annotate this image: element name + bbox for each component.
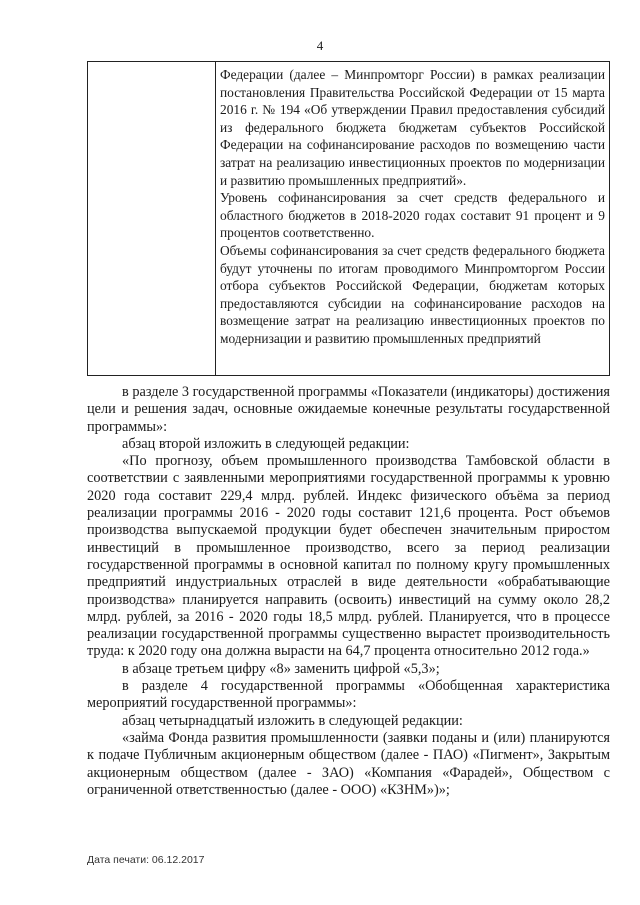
body-paragraph: в разделе 4 государственной программы «Обобщенная характеристика мероприятий государственной программы»: xyxy=(87,678,610,712)
body-paragraph: абзац второй изложить в следующей редакции: xyxy=(122,435,410,452)
body-paragraph: «займа Фонда развития промышленности (заявки поданы и (или) планируются к подаче Публичным акционерным обществом (далее - ПАО) «Пигмент», Закрытым акционерным обществом (далее - ЗАО) «Компания «Фарадей», Обществом с ограниченной ответственностью (далее - ООО) «КЗНМ»)»; xyxy=(87,729,610,798)
table-paragraph: Уровень софинансирования за счет средств федерального и областного бюджетов в 2018-2020 годах составит 91 процент и 9 процентов соответственно. xyxy=(220,190,605,241)
page-number: 4 xyxy=(316,38,324,53)
table-cell-text xyxy=(220,66,605,348)
body-paragraph: абзац четырнадцатый изложить в следующей редакции: xyxy=(122,712,463,729)
body-paragraph: в абзаце третьем цифру «8» заменить цифрой «5,3»; xyxy=(122,660,440,677)
body-paragraph: «По прогнозу, объем промышленного производства Тамбовской области в соответствии с заявленными мероприятиями государственной программы к уровню 2020 года составит 229,4 млрд. рублей. Индекс физического объёма за период реализации программы 2016 - 2020 годы составит 121,6 процента. Рост объемов производства выпускаемой продукции будет обеспечен значительным приростом инвестиций в промышленное производство, всего за период реализации государственной программы в основной капитал по полному кругу промышленных предприятий индустриальных отраслей в виде деятельности «обрабатывающие производства» планируется направить (освоить) инвестиций на сумму около 28,2 млрд. рублей, за 2016 - 2020 годы 18,5 млрд. рублей. Планируется, что в процессе реализации государственной программы существенно вырастет производительность труда: к 2020 году она должна вырасти на 64,7 процента относительно 2012 года.» xyxy=(87,453,610,660)
table-paragraph: Федерации (далее – Минпромторг России) в рамках реализации постановления Правительства Российской Федерации от 15 марта 2016 г. № 194 «Об утверждении Правил предоставления субсидий из федерального бюджета бюджетам субъектов Российской Федерации на софинансирование расходов по возмещению части затрат на реализацию инвестиционных проектов по модернизации и развитию промышленных предприятий». xyxy=(220,67,605,188)
table-paragraph: Объемы софинансирования за счет средств федерального бюджета будут уточнены по итогам проводимого Минпромторгом России отбора субъектов Российской Федерации, бюджетам которых предоставляются субсидии на софинансирование расходов на возмещение затрат на реализацию инвестиционных проектов по модернизации и развитию промышленных предприятий xyxy=(220,242,605,346)
body-paragraph: в разделе 3 государственной программы «Показатели (индикаторы) достижения цели и решения задач, основные ожидаемые конечные результаты государственной программы»: xyxy=(87,384,610,435)
table-column-divider xyxy=(215,62,216,375)
print-date: Дата печати: 06.12.2017 xyxy=(87,854,205,866)
document-body xyxy=(87,384,610,799)
table-continuation xyxy=(87,61,610,376)
